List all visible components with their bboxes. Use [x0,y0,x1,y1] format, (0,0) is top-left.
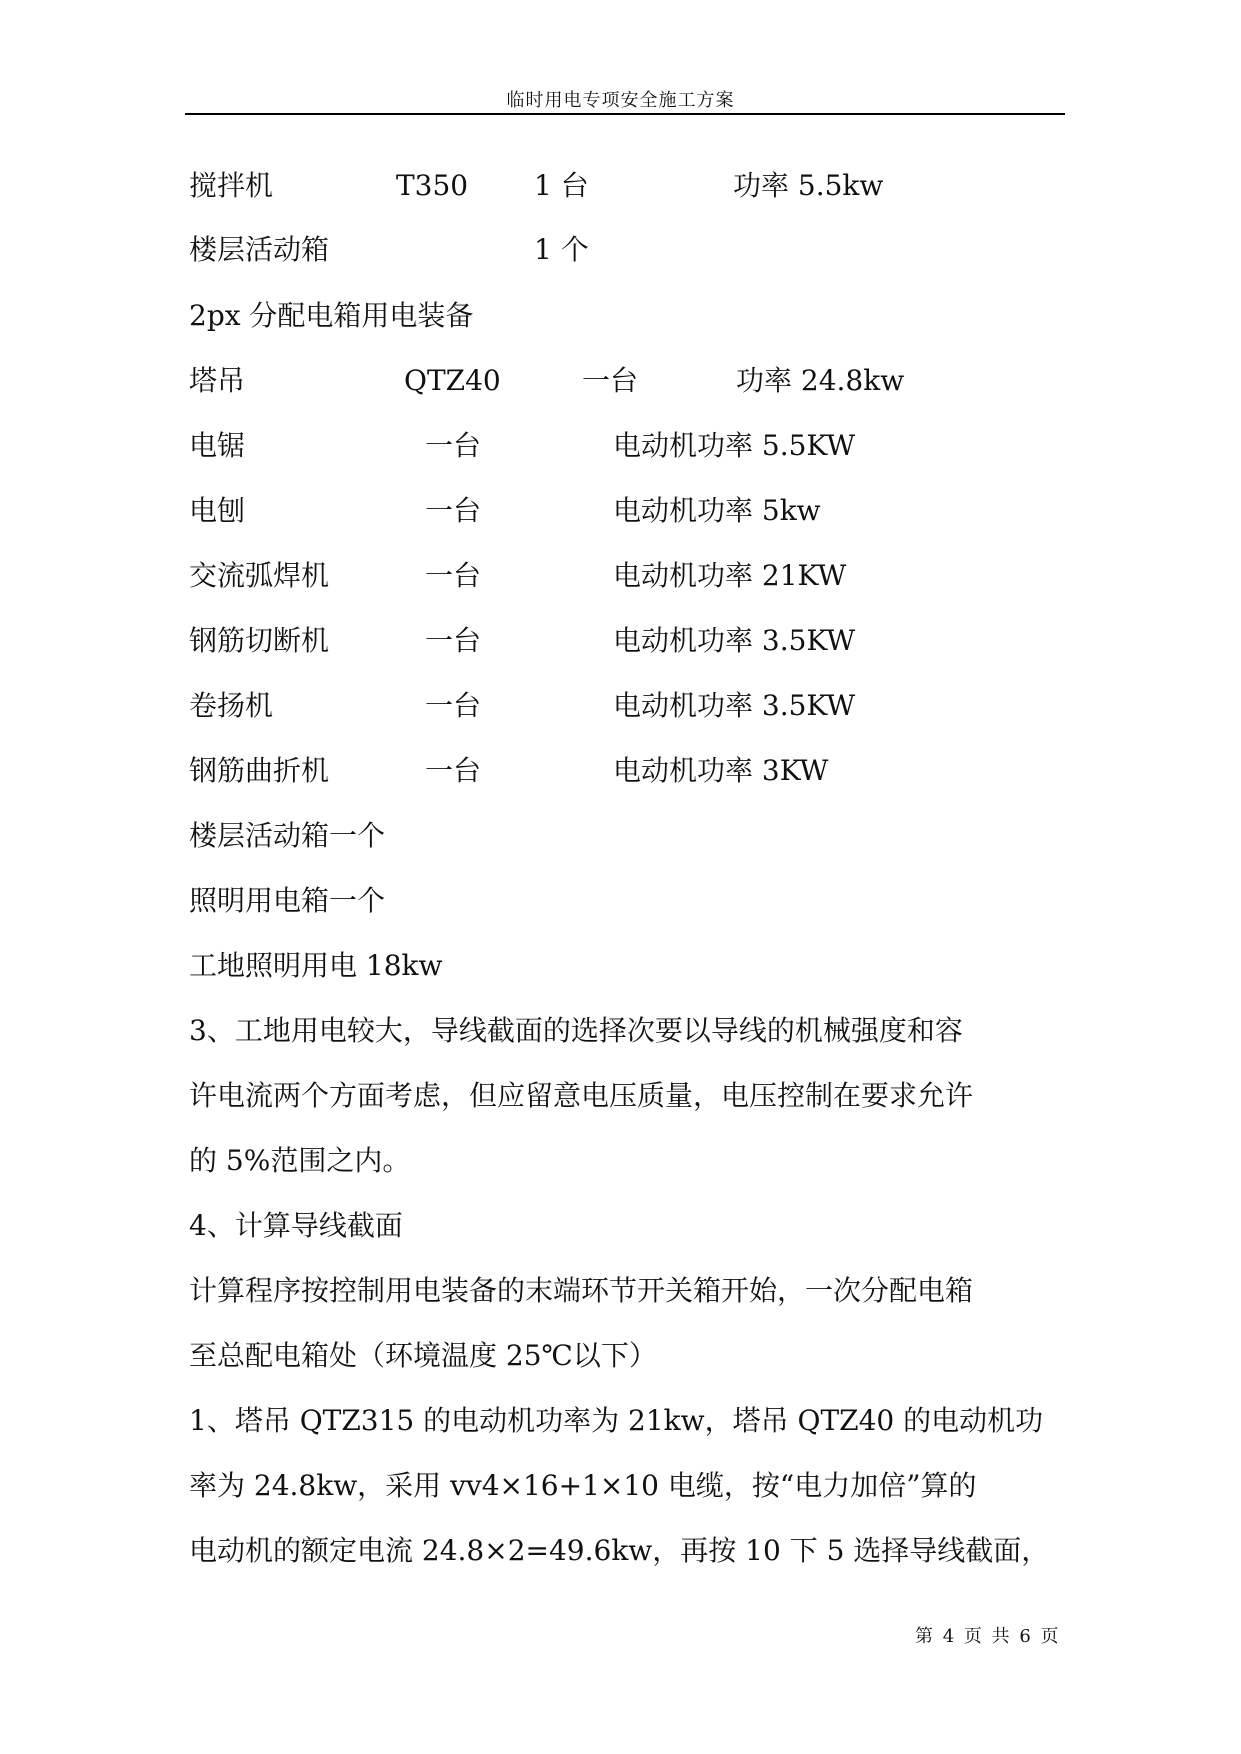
equipment-power: 电动机功率 21KW [613,559,847,592]
equipment-qty: 1 个 [534,233,589,266]
paragraph-line: 计算程序按控制用电装备的末端环节开关箱开始，一次分配电箱 [189,1274,974,1307]
equipment-qty: 一台 [425,494,482,527]
equipment-qty: 一台 [582,364,639,397]
equipment-power: 功率 5.5kw [733,169,884,202]
equipment-qty: 一台 [425,624,482,657]
extra-line: 照明用电箱一个 [189,884,386,917]
equipment-name: 电锯 [189,429,246,462]
equipment-power: 电动机功率 5kw [613,494,821,527]
equipment-model: T350 [396,169,469,202]
equipment-qty: 一台 [425,559,482,592]
equipment-name: 电刨 [189,494,246,527]
equipment-qty: 一台 [425,754,482,787]
equipment-name: 交流弧焊机 [189,559,330,592]
paragraph-line: 率为 24.8kw，采用 vv4×16+1×10 电缆，按“电力加倍”算的 [189,1469,977,1502]
equipment-qty: 1 台 [534,169,589,202]
header-divider [185,113,1065,115]
extra-line: 工地照明用电 18kw [189,949,443,982]
equipment-name: 钢筋曲折机 [189,754,330,787]
equipment-name: 卷扬机 [189,689,274,722]
equipment-power: 电动机功率 3.5KW [613,689,856,722]
paragraph-line: 1、塔吊 QTZ315 的电动机功率为 21kw，塔吊 QTZ40 的电动机功 [189,1404,1044,1437]
equipment-name: 楼层活动箱 [189,233,330,266]
page-header-title: 临时用电专项安全施工方案 [506,90,735,111]
equipment-qty: 一台 [425,689,482,722]
equipment-power: 电动机功率 3.5KW [613,624,856,657]
equipment-model: QTZ40 [404,364,501,397]
equipment-power: 电动机功率 3KW [613,754,829,787]
extra-line: 楼层活动箱一个 [189,819,386,852]
paragraph-line: 许电流两个方面考虑，但应留意电压质量，电压控制在要求允许 [189,1079,974,1112]
page-footer: 第 4 页 共 6 页 [915,1626,1061,1647]
equipment-name: 钢筋切断机 [189,624,330,657]
paragraph-line: 4、计算导线截面 [189,1209,403,1242]
equipment-name: 塔吊 [189,364,246,397]
paragraph-line: 电动机的额定电流 24.8×2=49.6kw，再按 10 下 5 选择导线截面， [189,1534,1050,1567]
equipment-power: 电动机功率 5.5KW [613,429,856,462]
paragraph-line: 至总配电箱处（环境温度 25℃以下） [189,1339,657,1372]
paragraph-line: 3、工地用电较大，导线截面的选择次要以导线的机械强度和容 [189,1014,963,1047]
paragraph-line: 的 5%范围之内。 [189,1144,411,1177]
equipment-power: 功率 24.8kw [736,364,905,397]
equipment-qty: 一台 [425,429,482,462]
section-title: 2px 分配电箱用电装备 [189,299,474,332]
equipment-name: 搅拌机 [189,169,274,202]
